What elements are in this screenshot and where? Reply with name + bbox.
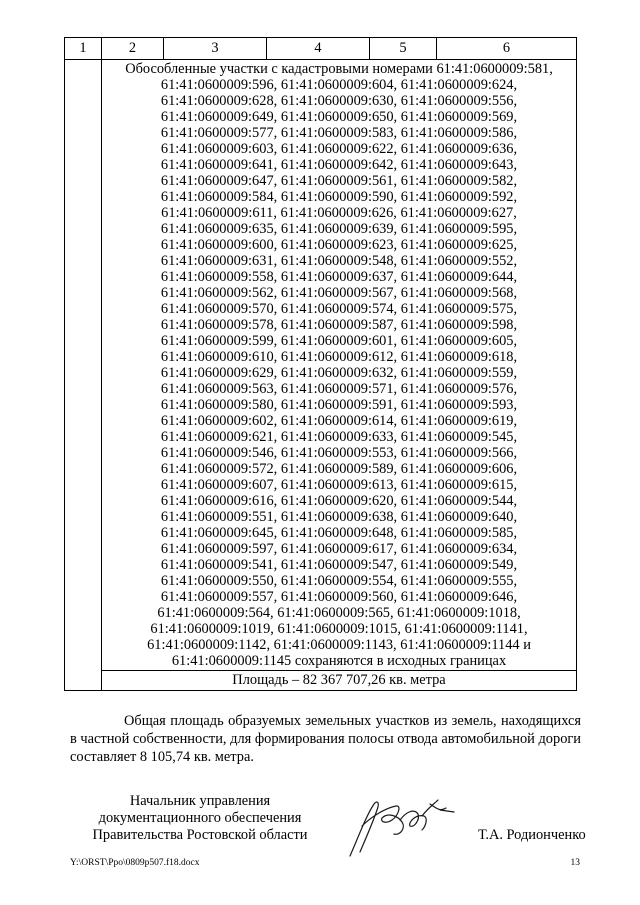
parcels-list-line: 61:41:0600009:616, 61:41:0600009:620, 61:41:0600009:544, xyxy=(160,493,518,509)
signatory-title-line: Начальник управления xyxy=(129,793,271,809)
parcels-list-line: 61:41:0600009:578, 61:41:0600009:587, 61:41:0600009:598, xyxy=(160,317,518,333)
parcels-list-line: 61:41:0600009:596, 61:41:0600009:604, 61:41:0600009:624, xyxy=(160,77,518,93)
parcels-list-line: 61:41:0600009:1019, 61:41:0600009:1015, 61:41:0600009:1141, xyxy=(150,621,528,637)
parcels-list-line: 61:41:0600009:557, 61:41:0600009:560, 61:41:0600009:646, xyxy=(160,589,518,605)
header-cell: 6 xyxy=(437,38,577,60)
header-cell: 1 xyxy=(65,38,102,60)
parcels-list-line: 61:41:0600009:647, 61:41:0600009:561, 61:41:0600009:582, xyxy=(160,173,518,189)
parcels-list-line: 61:41:0600009:584, 61:41:0600009:590, 61:41:0600009:592, xyxy=(160,189,518,205)
table-header-row xyxy=(65,38,577,60)
header-cell: 3 xyxy=(164,38,267,60)
parcels-list-line: 61:41:0600009:607, 61:41:0600009:613, 61:41:0600009:615, xyxy=(160,477,518,493)
parcels-list-line: 61:41:0600009:564, 61:41:0600009:565, 61:41:0600009:1018, xyxy=(157,605,521,621)
table-row xyxy=(65,60,577,671)
parcels-list-line: 61:41:0600009:597, 61:41:0600009:617, 61:41:0600009:634, xyxy=(160,541,518,557)
table-row xyxy=(65,671,577,691)
parcels-list-line: 61:41:0600009:635, 61:41:0600009:639, 61:41:0600009:595, xyxy=(160,221,518,237)
parcels-list-line: 61:41:0600009:621, 61:41:0600009:633, 61:41:0600009:545, xyxy=(160,429,518,445)
parcels-list-line: 61:41:0600009:629, 61:41:0600009:632, 61:41:0600009:559, xyxy=(160,365,518,381)
parcels-list-line: 61:41:0600009:1142, 61:41:0600009:1143, 61:41:0600009:1144 и xyxy=(147,637,531,653)
area-cell: Площадь – 82 367 707,26 кв. метра xyxy=(102,671,577,691)
parcels-list xyxy=(102,61,576,669)
parcels-list-line: 61:41:0600009:558, 61:41:0600009:637, 61:41:0600009:644, xyxy=(160,269,518,285)
header-cell: 4 xyxy=(267,38,370,60)
parcels-list-line: 61:41:0600009:562, 61:41:0600009:567, 61:41:0600009:568, xyxy=(160,285,518,301)
header-cell: 5 xyxy=(370,38,437,60)
parcels-list-line: 61:41:0600009:641, 61:41:0600009:642, 61:41:0600009:643, xyxy=(160,157,518,173)
signatory-title-line: Правительства Ростовской области xyxy=(92,827,308,843)
parcels-list-line: 61:41:0600009:570, 61:41:0600009:574, 61:41:0600009:575, xyxy=(160,301,518,317)
parcels-list-line: 61:41:0600009:1145 сохраняются в исходных границах xyxy=(171,653,507,669)
parcels-list-line: 61:41:0600009:599, 61:41:0600009:601, 61:41:0600009:605, xyxy=(160,333,518,349)
parcels-list-line: 61:41:0600009:649, 61:41:0600009:650, 61:41:0600009:569, xyxy=(160,109,518,125)
total-area-paragraph: Общая площадь образуемых земельных участков из земель, находящихся в частной собственности, для формирования полосы отвода автомобильной дороги составляет 8 105,74 кв. метра. xyxy=(70,713,581,765)
parcels-list-line: 61:41:0600009:631, 61:41:0600009:548, 61:41:0600009:552, xyxy=(160,253,518,269)
parcels-list-line: 61:41:0600009:602, 61:41:0600009:614, 61:41:0600009:619, xyxy=(160,413,518,429)
parcels-list-line: 61:41:0600009:550, 61:41:0600009:554, 61:41:0600009:555, xyxy=(160,573,518,589)
parcels-list-line: 61:41:0600009:580, 61:41:0600009:591, 61:41:0600009:593, xyxy=(160,397,518,413)
parcels-list-line: 61:41:0600009:563, 61:41:0600009:571, 61:41:0600009:576, xyxy=(160,381,518,397)
parcels-list-line: 61:41:0600009:600, 61:41:0600009:623, 61:41:0600009:625, xyxy=(160,237,518,253)
parcels-list-line: 61:41:0600009:611, 61:41:0600009:626, 61:41:0600009:627, xyxy=(161,205,517,221)
parcels-list-line: 61:41:0600009:546, 61:41:0600009:553, 61:41:0600009:566, xyxy=(160,445,518,461)
signatory-title-line: документационного обеспечения xyxy=(98,810,302,826)
parcels-list-line: 61:41:0600009:610, 61:41:0600009:612, 61:41:0600009:618, xyxy=(160,349,518,365)
header-cell: 2 xyxy=(102,38,164,60)
parcels-list-line: 61:41:0600009:572, 61:41:0600009:589, 61:41:0600009:606, xyxy=(160,461,518,477)
parcels-list-line: 61:41:0600009:551, 61:41:0600009:638, 61:41:0600009:640, xyxy=(160,509,518,525)
page-number: 13 xyxy=(570,858,580,868)
file-path: Y:\ORST\Ppo\0809p507.f18.docx xyxy=(70,858,200,868)
parcels-list-line: 61:41:0600009:645, 61:41:0600009:648, 61:41:0600009:585, xyxy=(160,525,518,541)
empty-cell xyxy=(65,60,102,691)
parcels-list-line: Обособленные участки с кадастровыми номерами 61:41:0600009:581, xyxy=(125,61,553,77)
parcels-table xyxy=(64,37,577,691)
handwritten-signature xyxy=(336,786,476,866)
parcels-list-line: 61:41:0600009:628, 61:41:0600009:630, 61:41:0600009:556, xyxy=(160,93,518,109)
signatory-name: Т.А. Родионченко xyxy=(478,827,586,843)
signatory-title xyxy=(70,793,330,844)
parcels-list-line: 61:41:0600009:603, 61:41:0600009:622, 61:41:0600009:636, xyxy=(160,141,518,157)
parcels-list-cell xyxy=(102,60,577,671)
parcels-list-line: 61:41:0600009:541, 61:41:0600009:547, 61:41:0600009:549, xyxy=(160,557,518,573)
parcels-list-line: 61:41:0600009:577, 61:41:0600009:583, 61:41:0600009:586, xyxy=(160,125,518,141)
